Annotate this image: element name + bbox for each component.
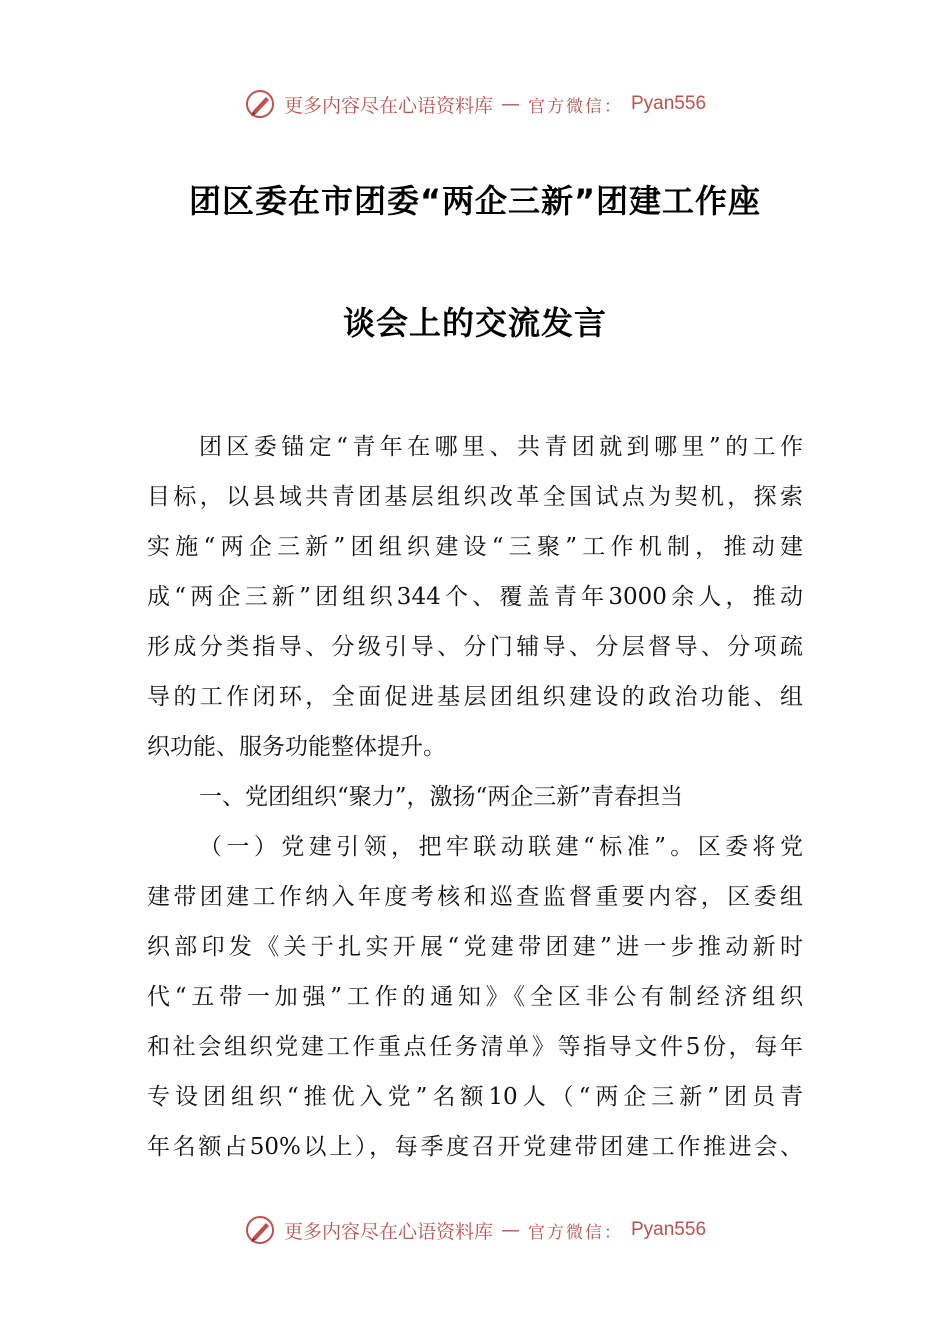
banner-dash: — — [501, 1219, 520, 1241]
footer-banner — [0, 1210, 950, 1250]
body-line: 建带团建工作纳入年度考核和巡查监督重要内容，区委组 — [147, 884, 803, 910]
banner-dash: — — [501, 93, 520, 115]
body-line: 团区委锚定“青年在哪里、共青团就到哪里”的工作 — [199, 434, 803, 460]
body-line: 成“两企三新”团组织344个、覆盖青年3000余人，推动 — [147, 584, 803, 610]
body-line: 形成分类指导、分级引导、分门辅导、分层督导、分项疏 — [147, 634, 803, 660]
body-line: 目标，以县域共青团基层组织改革全国试点为契机，探索 — [147, 484, 803, 510]
banner-wechat-label: 官方微信： — [528, 1222, 623, 1243]
banner-wechat-id: Pyan556 — [631, 1219, 707, 1240]
banner-site-name: 更多内容尽在心语资料库 — [283, 1220, 493, 1243]
body-line: （一）党建引领，把牢联动联建“标准”。区委将党 — [199, 834, 803, 860]
body-line: 织功能、服务功能整体提升。 — [147, 734, 446, 760]
banner-site-name: 更多内容尽在心语资料库 — [283, 94, 493, 117]
pen-logo-icon — [244, 1214, 276, 1246]
header-banner — [0, 84, 950, 124]
section-heading: 一、党团组织“聚力”，激扬“两企三新”青春担当 — [199, 784, 684, 810]
pen-logo-icon — [244, 88, 276, 120]
body-line: 和社会组织党建工作重点任务清单》等指导文件5份，每年 — [147, 1034, 803, 1060]
body-line: 织部印发《关于扎实开展“党建带团建”进一步推动新时 — [147, 934, 803, 960]
body-line: 专设团组织“推优入党”名额10人（“两企三新”团员青 — [147, 1084, 803, 1110]
body-line: 年名额占50%以上），每季度召开党建带团建工作推进会、 — [147, 1134, 803, 1160]
body-line: 实施“两企三新”团组织建设“三聚”工作机制，推动建 — [147, 534, 803, 560]
banner-wechat-label: 官方微信： — [528, 96, 623, 117]
document-title-line-2: 谈会上的交流发言 — [342, 304, 607, 342]
document-title-line-1: 团区委在市团委“两企三新”团建工作座 — [188, 182, 762, 220]
body-line: 代“五带一加强”工作的通知》《全区非公有制经济组织 — [147, 984, 803, 1010]
banner-wechat-id: Pyan556 — [631, 93, 707, 114]
body-line: 导的工作闭环，全面促进基层团组织建设的政治功能、组 — [147, 684, 803, 710]
